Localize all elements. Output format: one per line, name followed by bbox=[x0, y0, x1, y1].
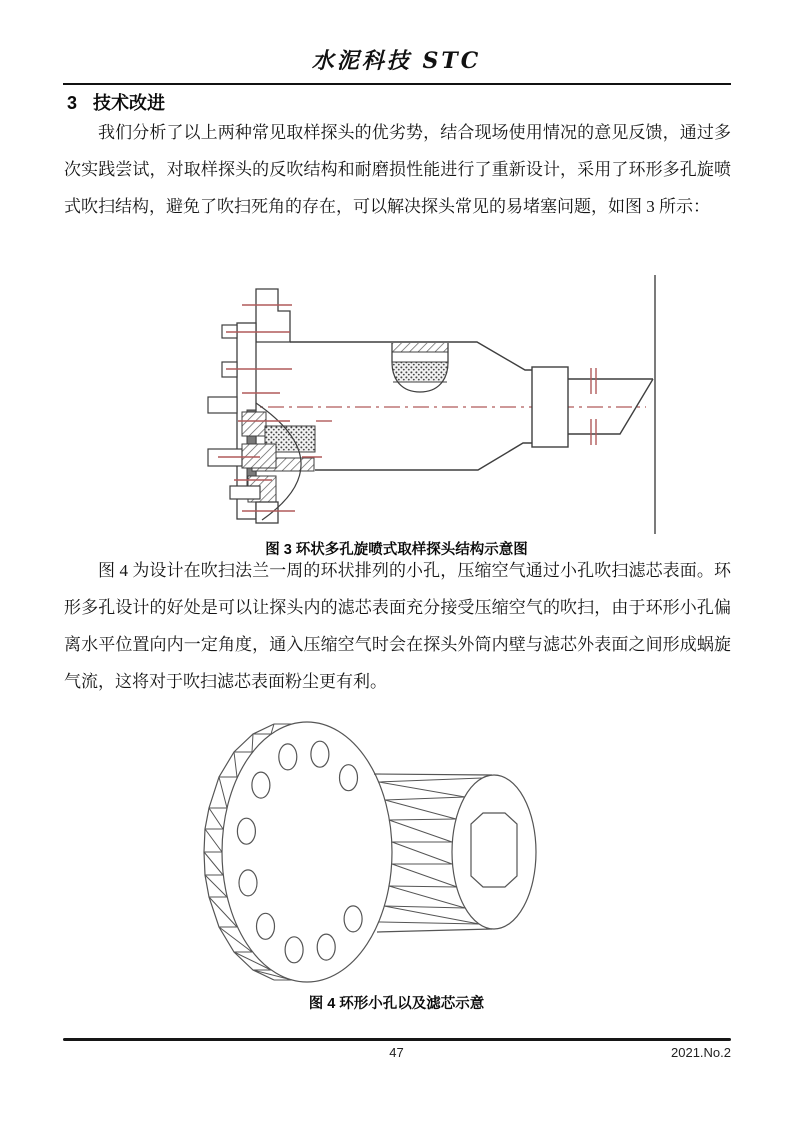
figure-3-caption: 图 3 环状多孔旋喷式取样探头结构示意图 bbox=[265, 542, 528, 558]
filter-port-detail bbox=[392, 343, 448, 392]
flange-holes bbox=[237, 741, 362, 963]
probe-section-svg bbox=[130, 266, 660, 538]
page-number: 47 bbox=[389, 1045, 404, 1060]
flange-rim-facet-radials bbox=[204, 724, 292, 980]
section-heading bbox=[67, 89, 165, 115]
filter-end-face bbox=[452, 775, 536, 929]
filter-cartridge bbox=[374, 774, 536, 932]
footer-rule bbox=[63, 1038, 731, 1041]
issue-number: 2021.No.2 bbox=[671, 1045, 731, 1060]
journal-title: 水泥科技 STC bbox=[311, 48, 482, 74]
header-rule bbox=[63, 83, 731, 85]
figure-4-flange-filter-wireframe bbox=[202, 712, 562, 988]
flange-face bbox=[222, 722, 392, 982]
figure-3-probe-section-drawing bbox=[130, 266, 660, 538]
figure-4-caption: 图 4 环形小孔以及滤芯示意 bbox=[308, 996, 485, 1012]
section-title: 技术改进 bbox=[93, 93, 166, 113]
flange-assembly bbox=[208, 289, 315, 523]
paragraph-2: 图 4 为设计在吹扫法兰一周的环状排列的小孔，压缩空气通过小孔吹扫滤芯表面。环形多孔设计的好处是可以让探头内的滤芯表面充分接受压缩空气的吹扫，由于环形小孔偏离水平位置向内一定角度，通入压缩空气时会在探头外筒内壁与滤芯外表面之间形成蜗旋气流，这将对于吹扫滤芯表面粉尘更有利。 bbox=[64, 561, 731, 691]
paragraph-1: 我们分析了以上两种常见取样探头的优劣势，结合现场使用情况的意见反馈，通过多次实践尝试，对取样探头的反吹结构和耐磨损性能进行了重新设计，采用了环形多孔旋喷式吹扫结构，避免了吹扫死角的存在，可以解决探头常见的易堵塞问题，如图 3 所示： bbox=[64, 123, 731, 216]
flange-filter-svg bbox=[202, 712, 562, 988]
section-number: 3 bbox=[67, 93, 78, 113]
